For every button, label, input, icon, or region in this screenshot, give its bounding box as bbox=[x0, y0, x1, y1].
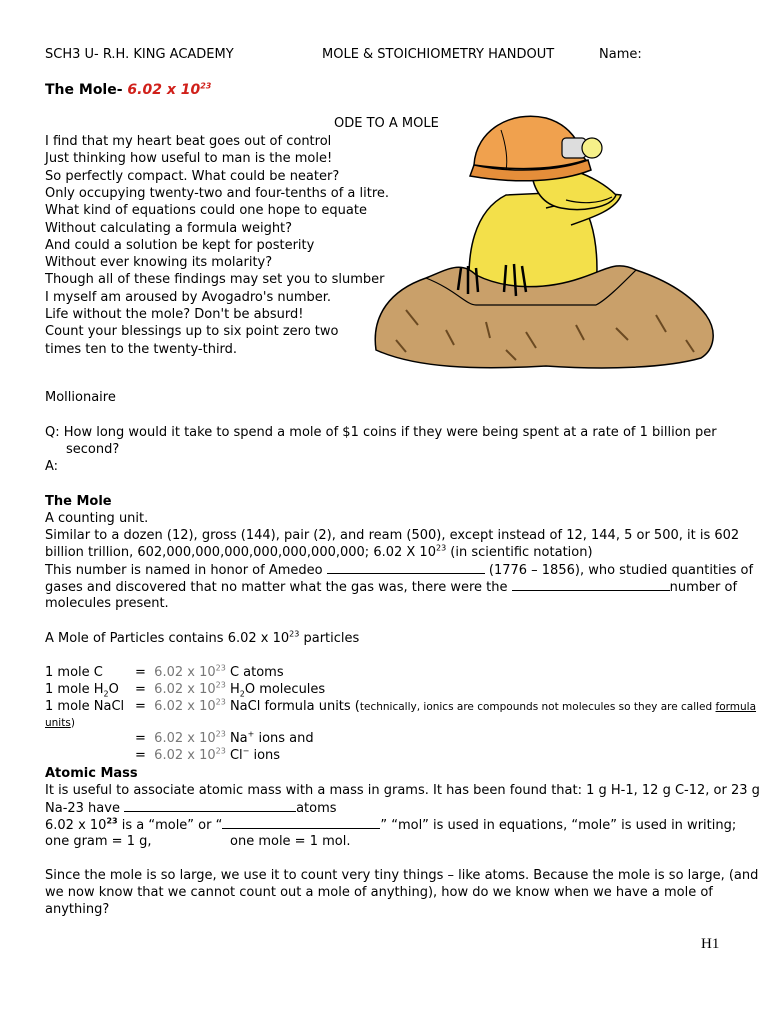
page-title bbox=[45, 82, 211, 98]
mol-abbrev-blank[interactable] bbox=[222, 816, 380, 829]
example-row-water: 1 mole $H_2O = 6.02$ x $10^{23}$ $H_2O$ molecules bbox=[45, 680, 326, 699]
poem-line: And could a solution be kept for posterity bbox=[45, 237, 315, 253]
mole-illustration bbox=[366, 100, 722, 370]
poem-line: Just thinking how useful to man is the mole! bbox=[45, 151, 333, 167]
poem-line: What kind of equations could one hope to equate bbox=[45, 203, 367, 219]
section-heading-the-mole: The Mole bbox=[45, 494, 112, 509]
units-line: one gram = 1 g, one mole = 1 mol. bbox=[45, 834, 351, 849]
mole-number-line: billion trillion, 602,000,000,000,000,000,000,000; 6.02 X $10^{23}$ (in scientific notation) bbox=[45, 543, 593, 560]
poem-line: I find that my heart beat goes out of control bbox=[45, 134, 332, 149]
mole-word-line: 6.02 x $10^{23}$ is a “mole” or “ ” “mol” is used in equations, “mole” is used in writing; bbox=[45, 816, 737, 833]
example-row-nacl: 1 mole NaCl = 6.02 x $10^{23}$ NaCl formula units (technically, ionics are compounds not molecules so they are called formula bbox=[45, 697, 757, 714]
poem-line: Count your blessings up to six point zero two bbox=[45, 324, 339, 340]
mollionaire-heading: Mollionaire bbox=[45, 390, 116, 405]
atoms-blank[interactable] bbox=[124, 799, 296, 812]
atomic-mass-na: Na-23 have atoms bbox=[45, 801, 337, 816]
poem-line: times ten to the twenty-third. bbox=[45, 341, 238, 357]
mollionaire-answer-label: A: bbox=[45, 459, 59, 474]
mole-definition: A counting unit. bbox=[45, 511, 149, 526]
poem-line: Life without the mole? Don't be absurd! bbox=[45, 307, 304, 322]
closing-line-2: we now know that we cannot count out a mole of anything), how do we know when we have a mole of bbox=[45, 885, 713, 900]
closing-line-3: anything? bbox=[45, 902, 110, 917]
mole-comparison: Similar to a dozen (12), gross (144), pair (2), and ream (500), except instead of 12, 144, 5 or 500, it is 602 bbox=[45, 528, 740, 543]
poem-line: So perfectly compact. What could be neater? bbox=[45, 168, 340, 184]
example-row-nacl-cont: units) bbox=[45, 717, 75, 729]
poem-line: I myself am aroused by Avogadro's number. bbox=[45, 289, 332, 305]
example-row-sodium: = 6.02 x $10^{23}$ Na+ ions and bbox=[135, 729, 314, 746]
poem-line: Though all of these findings may set you to slumber bbox=[45, 272, 385, 288]
poem-title: ODE TO A MOLE bbox=[334, 116, 439, 131]
header-title: MOLE & STOICHIOMETRY HANDOUT bbox=[322, 47, 555, 62]
header-school: SCH3 U- R.H. KING ACADEMY bbox=[45, 47, 234, 62]
amedeo-blank[interactable] bbox=[327, 561, 485, 574]
same-number-blank[interactable] bbox=[512, 578, 670, 591]
poem-line: Without ever knowing its molarity? bbox=[45, 255, 273, 271]
closing-line-1: Since the mole is so large, we use it to count very tiny things – like atoms. Because the mole is so large, (and bbox=[45, 868, 759, 883]
gas-line: gases and discovered that no matter what the gas was, there were the number of bbox=[45, 580, 738, 595]
atomic-mass-intro: It is useful to associate atomic mass with a mass in grams. It has been found that: 1 g H-1, 12 g C-12, or 23 g bbox=[45, 783, 760, 798]
page-title-label: The Mole- bbox=[45, 82, 123, 98]
example-row-chloride: = 6.02 x $10^{23}$ Cl− ions bbox=[135, 746, 281, 763]
mollionaire-question-cont: second? bbox=[66, 442, 120, 457]
section-heading-atomic-mass: Atomic Mass bbox=[45, 766, 138, 781]
molecules-line: molecules present. bbox=[45, 596, 169, 611]
poem-line: Without calculating a formula weight? bbox=[45, 220, 293, 236]
poem-line: Only occupying twenty-two and four-tenths of a litre. bbox=[45, 185, 390, 201]
mollionaire-question: Q: How long would it take to spend a mole of $1 coins if they were being spent at a rate of 1 billion per bbox=[45, 425, 717, 440]
header-name-label: Name: bbox=[599, 47, 642, 62]
example-row-carbon: 1 mole C = 6.02 x $10^{23}$ C atoms bbox=[45, 663, 284, 680]
avogadro-value: 6.02 x $10^{23}$ bbox=[127, 81, 212, 98]
amedeo-line: This number is named in honor of Amedeo (1776 – 1856), who studied quantities of bbox=[45, 563, 754, 578]
particles-line: A Mole of Particles contains 6.02 x $10^{23}$ particles bbox=[45, 629, 360, 646]
page-number: H1 bbox=[701, 936, 720, 952]
